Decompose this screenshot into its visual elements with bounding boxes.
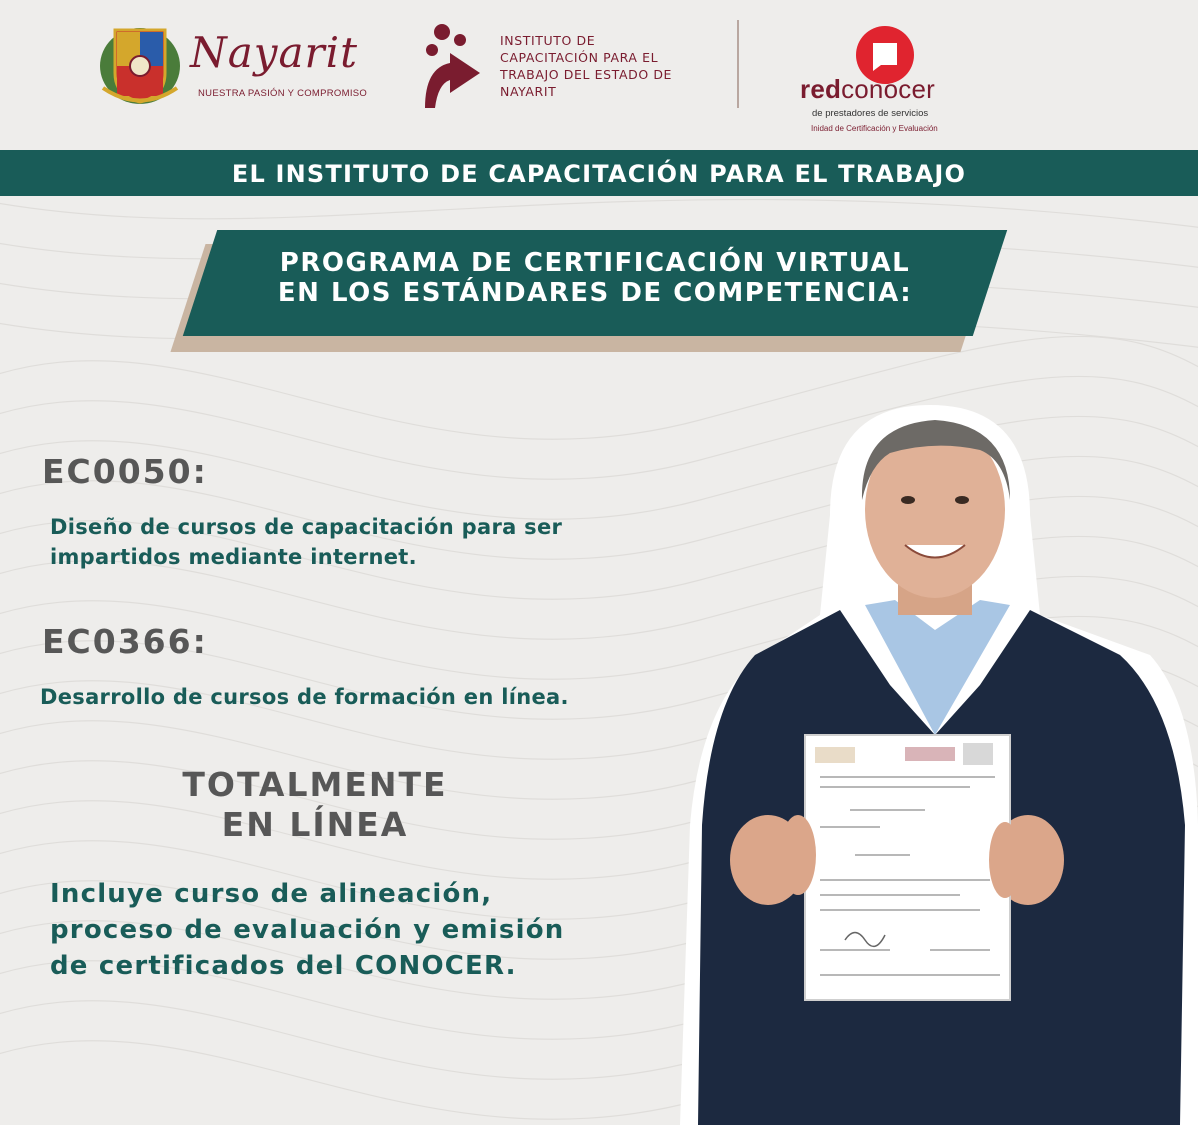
standard-description-line: Desarrollo de cursos de formación en línea. (40, 685, 569, 709)
nayarit-shield-icon (95, 18, 185, 108)
logo-divider (737, 20, 739, 108)
institute-name (500, 32, 730, 100)
institute-line: TRABAJO DEL ESTADO DE (500, 67, 673, 82)
program-line: PROGRAMA DE CERTIFICACIÓN VIRTUAL (279, 248, 911, 278)
header-logos (0, 0, 1198, 140)
includes-line: proceso de evaluación y emisión (50, 915, 565, 945)
redconocer-subtitle: de prestadores de servicios (812, 108, 929, 119)
standard-description-line: impartidos mediante internet. (50, 545, 417, 569)
program-title (200, 248, 990, 308)
title-banner (0, 150, 1198, 196)
redconocer-part1: red (800, 74, 842, 104)
institute-line: NAYARIT (500, 84, 557, 99)
fully-online-label (160, 765, 470, 845)
includes-line: Incluye curso de alineación, (50, 879, 493, 909)
nayarit-logo-text: Nayarit (190, 28, 358, 77)
standard-description (40, 682, 569, 712)
institute-line: CAPACITACIÓN PARA EL (500, 50, 659, 65)
banner-title: EL INSTITUTO DE CAPACITACIÓN PARA EL TRABAJO (231, 160, 967, 188)
standard-description (50, 512, 562, 572)
redconocer-subtitle-2: Inidad de Certificación y Evaluación (811, 124, 938, 133)
redconocer-logo-text (800, 74, 935, 105)
includes-text (50, 876, 564, 984)
man-holding-certificate-photo (680, 405, 1198, 1125)
includes-line: de certificados del CONOCER. (50, 951, 517, 981)
online-line: EN LÍNEA (221, 805, 409, 844)
nayarit-tagline: NUESTRA PASIÓN Y COMPROMISO (198, 88, 368, 99)
program-line: EN LOS ESTÁNDARES DE COMPETENCIA: (277, 278, 913, 308)
icatn-gears-icon (420, 18, 490, 110)
standard-description-line: Diseño de cursos de capacitación para ser (50, 515, 563, 539)
standard-code: EC0366: (42, 622, 208, 661)
redconocer-part2: conocer (841, 74, 935, 104)
standard-code: EC0050: (42, 452, 208, 491)
online-line: TOTALMENTE (182, 765, 448, 804)
institute-line: INSTITUTO DE (500, 33, 596, 48)
